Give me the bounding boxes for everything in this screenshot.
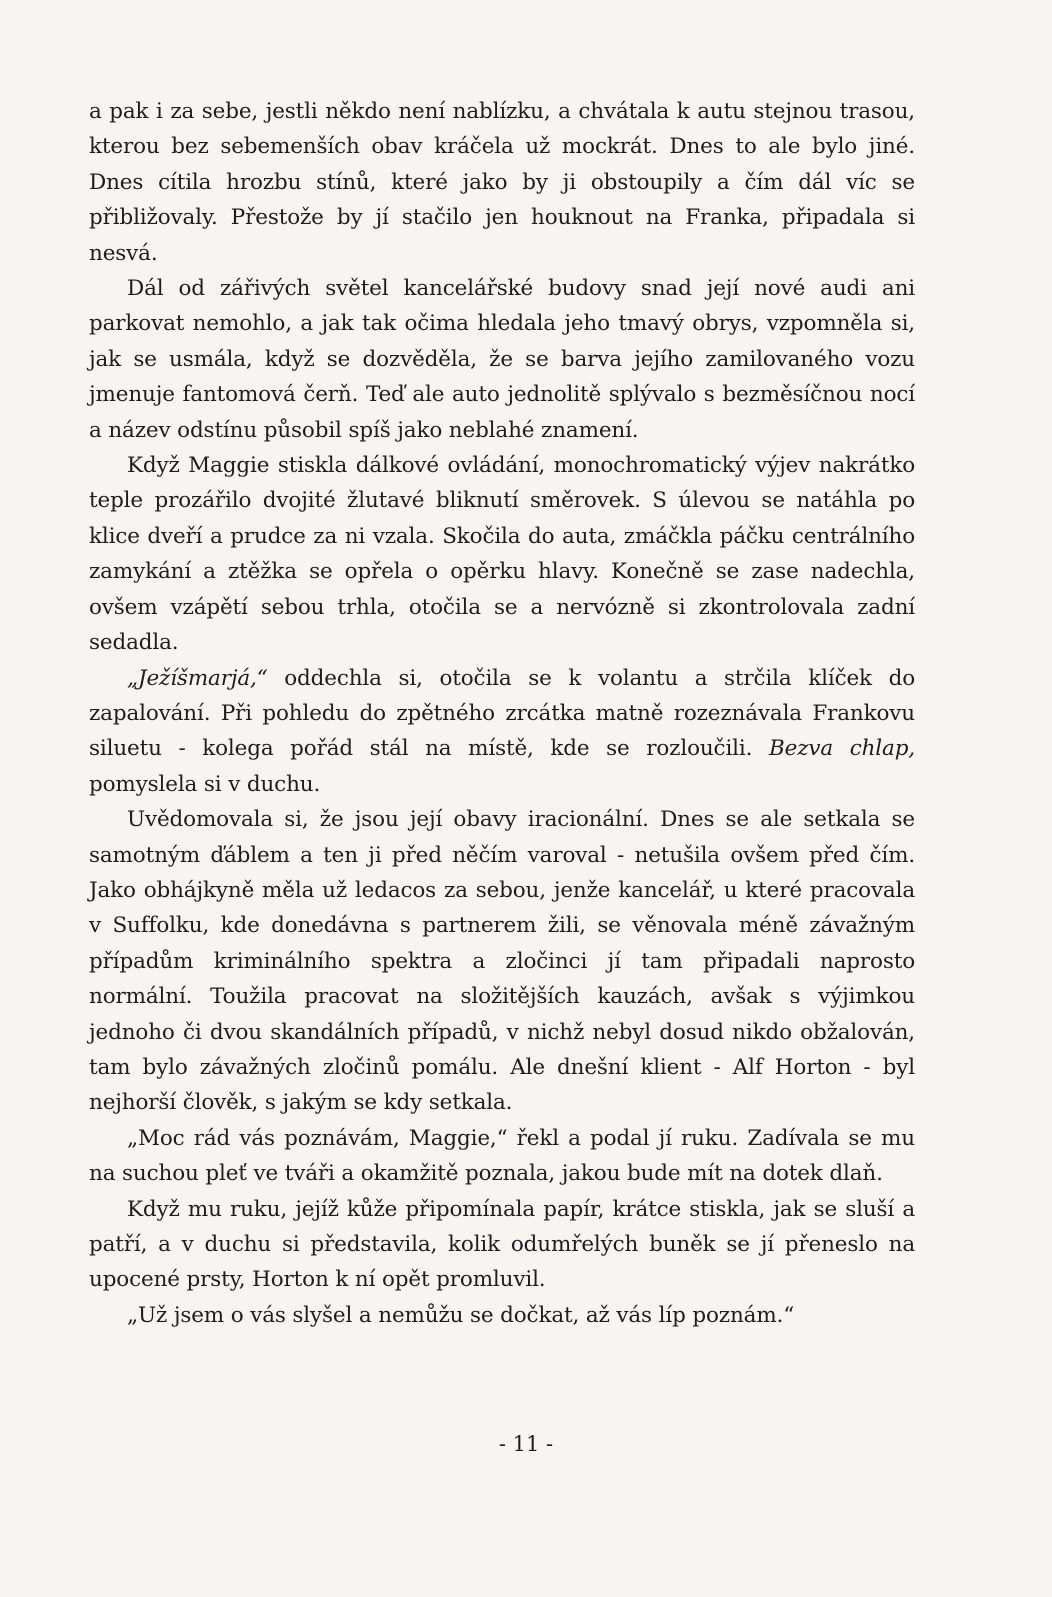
paragraph: „Už jsem o vás slyšel a nemůžu se dočkat, až vás líp poznám.“	[127, 1302, 795, 1328]
page-text	[89, 94, 915, 1333]
paragraph: Když Maggie stiskla dálkové ovládání, monochromatický výjev nakrátko teple prozářilo dvojité žlutavé bliknutí směrovek. S úlevou se natáhla po klice dveří a prudce za ni vzala. Skočila do auta, zmáčkla páčku centrálního zamykání a ztěžka se opřela o opěrku hlavy. Konečně se zase nadechla, ovšem vzápětí sebou trhla, otočila se a nervózně si zkontrolovala zadní sedadla.	[89, 453, 915, 656]
italic-exclamation: „Ježíšmarjá,“	[127, 665, 268, 691]
paragraph: Uvědomovala si, že jsou její obavy iracionální. Dnes se ale setkala se samotným ďáblem a ten ji před něčím varoval - netušila ovšem před čím. Jako obhájkyně měla už ledacos za sebou, jenže kancelář, u které pracovala v Suffolku, kde donedávna s partnerem žili, se věnovala méně závažným případům kriminálního spektra a zločinci jí tam připadali naprosto normální. Toužila pracovat na složitějších kauzách, avšak s výjimkou jednoho či dvou skandálních případů, v nichž nebyl dosud nikdo obžalován, tam bylo závažných zločinů pomálu. Ale dnešní klient - Alf Horton - byl nejhorší člověk, s jakým se kdy setkala.	[89, 807, 915, 1116]
paragraph: Dál od zářivých světel kancelářské budovy snad její nové audi ani parkovat nemohlo, a jak tak očima hledala jeho tmavý obrys, vzpomněla si, jak se usmála, když se dozvěděla, že se barva jejího zamilovaného vozu jmenuje fantomová čerň. Teď ale auto jednolitě splývalo s bezměsíčnou nocí a název odstínu působil spíš jako neblahé znamení.	[89, 276, 915, 443]
italic-thought: Bezva chlap,	[768, 736, 915, 762]
paragraph: a pak i za sebe, jestli někdo není nablízku, a chvátala k autu stejnou trasou, kterou bez sebemenších obav kráčela už mockrát. Dnes to ale bylo jiné. Dnes cítila hrozbu stínů, které jako by ji obstoupily a čím dál víc se přibližovaly. Přestože by jí stačilo jen houknout na Franka, připadala si nesvá.	[89, 99, 915, 266]
paragraph-text: oddechla si, otočila se k volantu a strčila klíček do zapalování. Při pohledu do zpětného zrcátka matně rozeznávala Frankovu siluetu - kolega pořád stál na místě, kde se rozloučili.	[89, 665, 915, 762]
paragraph	[89, 661, 915, 803]
page-number: - 11 -	[498, 1432, 554, 1456]
paragraph: Když mu ruku, jejíž kůže připomínala papír, krátce stiskla, jak se sluší a patří, a v duchu si představila, kolik odumřelých buněk se jí přeneslo na upocené prsty, Horton k ní opět promluvil.	[89, 1196, 915, 1293]
paragraph: „Moc rád vás poznávám, Maggie,“ řekl a podal jí ruku. Zadívala se mu na suchou pleť ve tváři a okamžitě poznala, jakou bude mít na dotek dlaň.	[89, 1125, 915, 1187]
paragraph-text: pomyslela si v duchu.	[89, 771, 321, 797]
